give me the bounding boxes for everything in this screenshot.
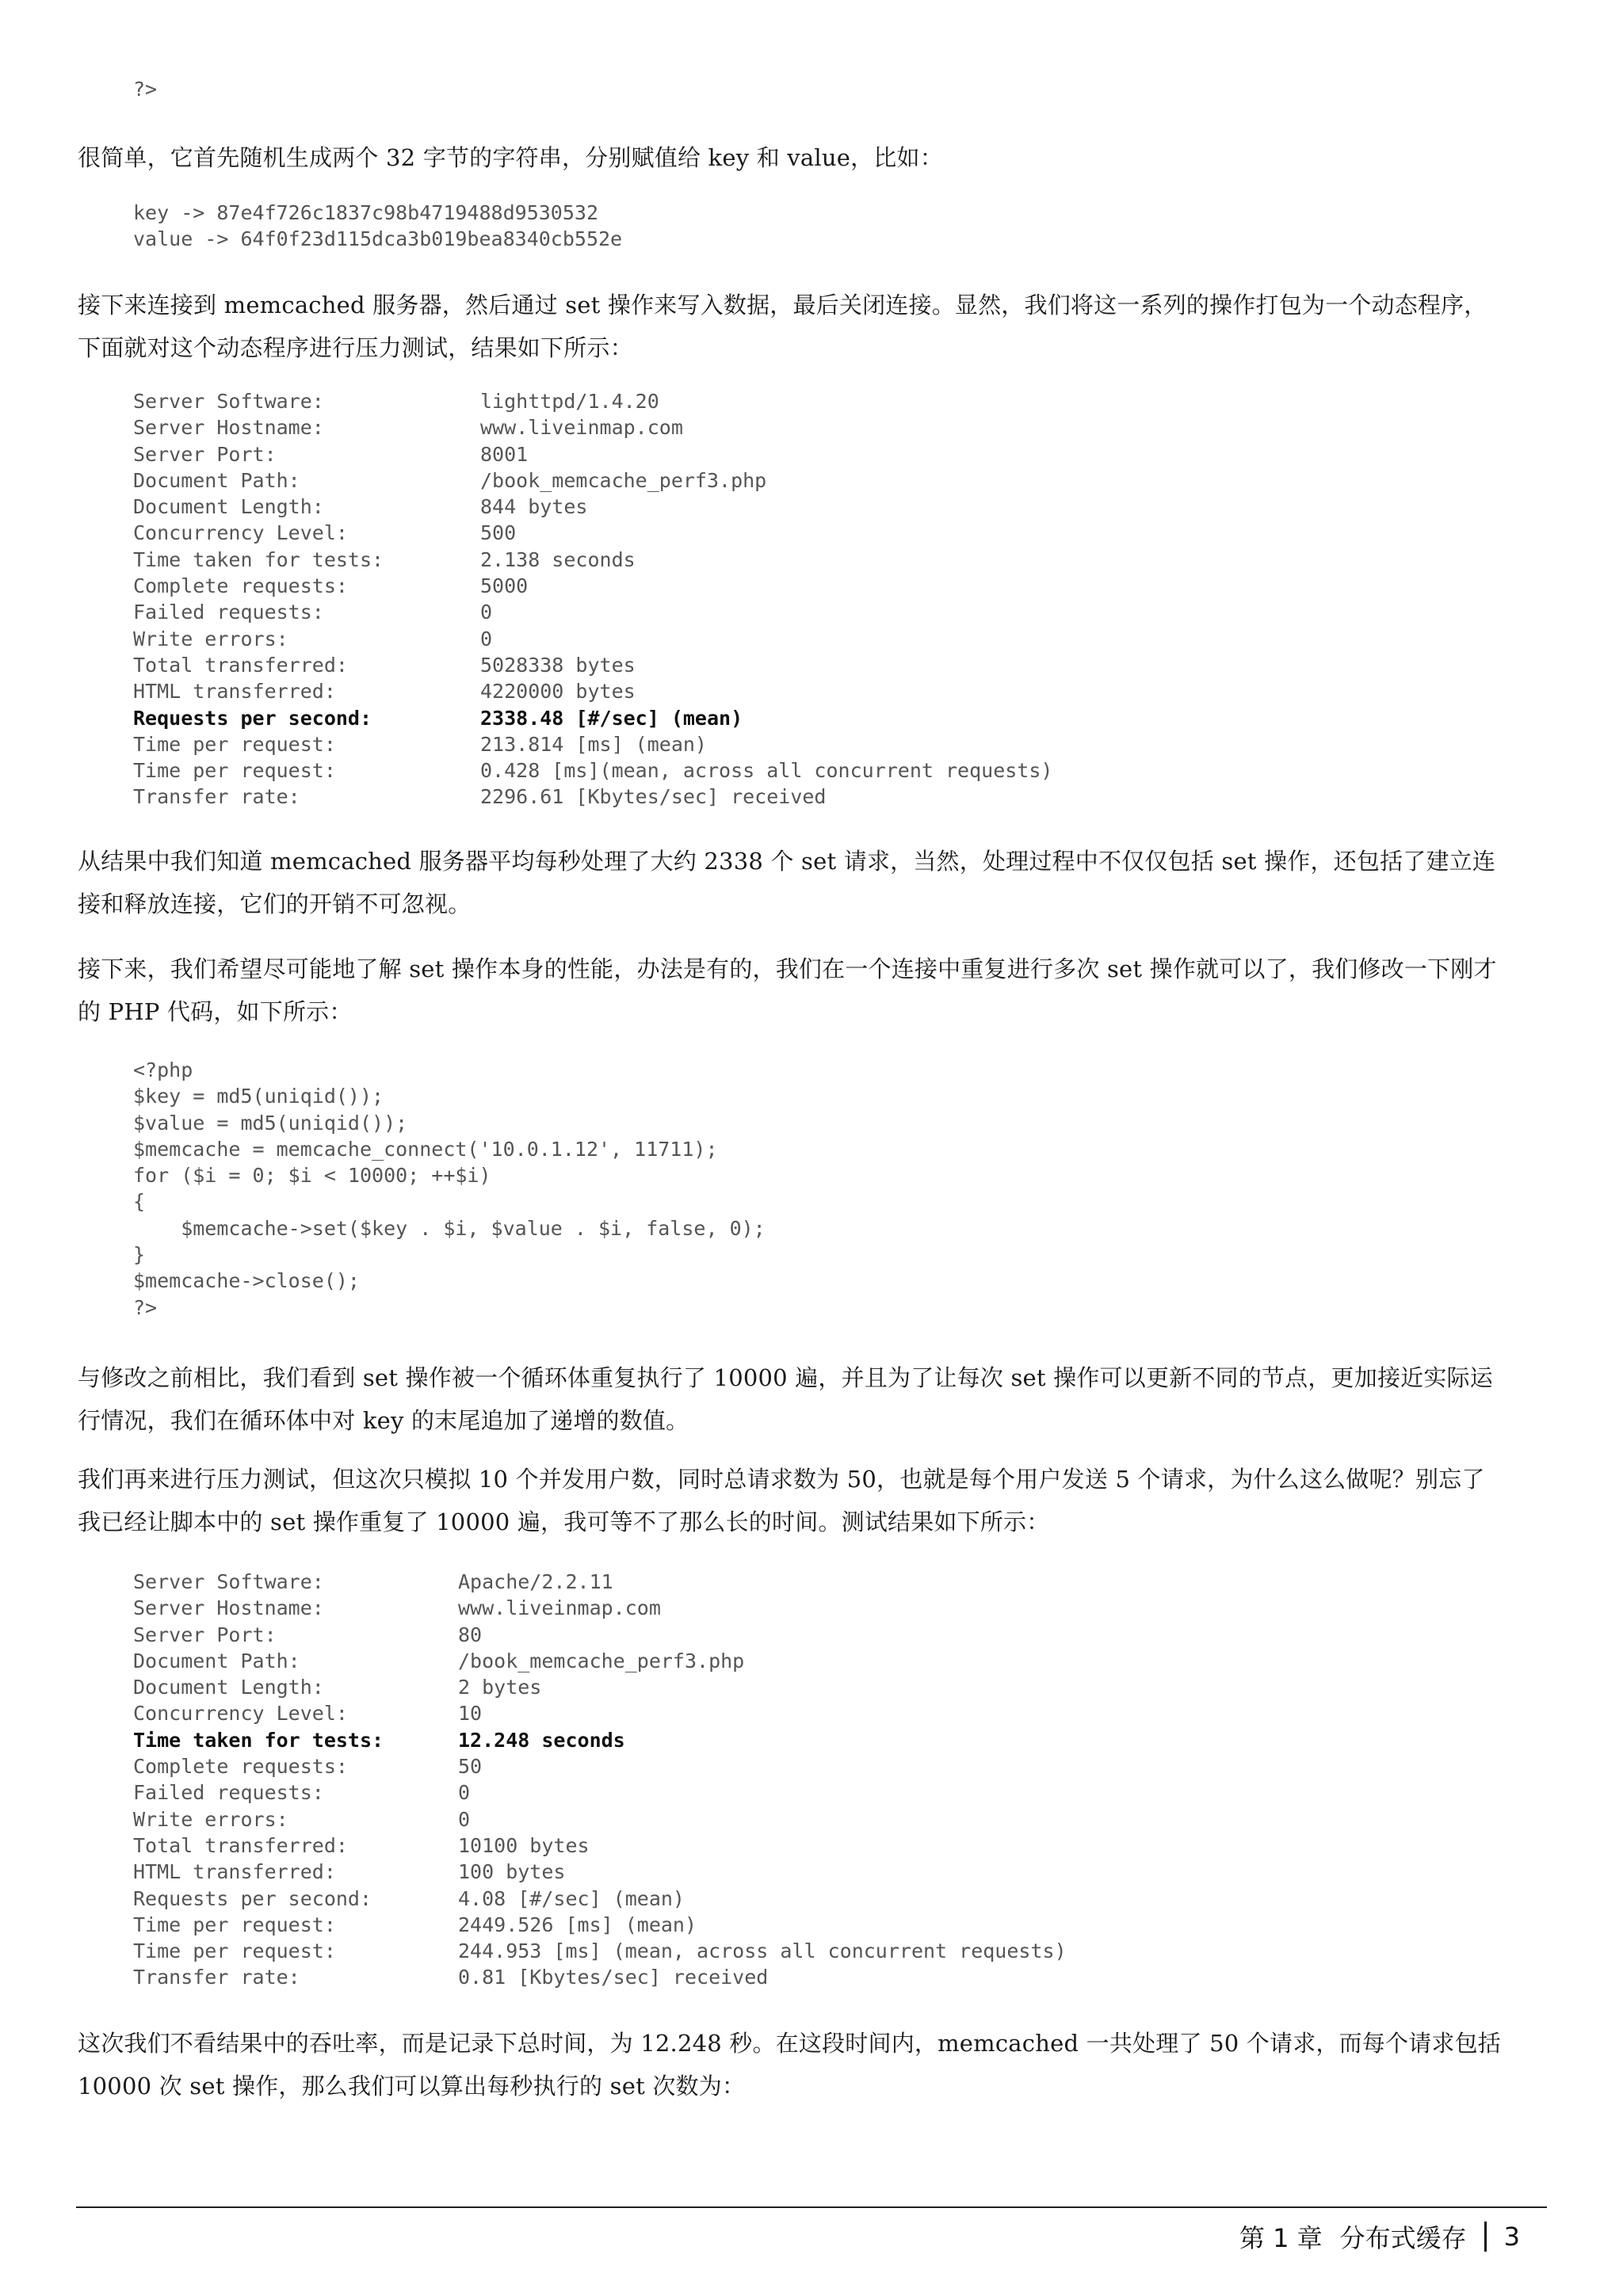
bench2-key: Time taken for tests:	[133, 1728, 384, 1752]
bench1-row	[133, 520, 1052, 546]
bench2-key: Server Software:	[133, 1570, 324, 1593]
bench2-key: Server Hostname:	[133, 1596, 324, 1620]
benchmark-results-2	[133, 1569, 1067, 1991]
bench2-row-highlight	[133, 1727, 1067, 1753]
bench1-value: www.liveinmap.com	[480, 416, 683, 440]
bench2-value: 50	[458, 1755, 483, 1779]
code-line: $memcache = memcache_connect('10.0.1.12', 11711);	[133, 1137, 718, 1161]
bench2-row	[133, 1779, 1067, 1806]
bench1-row	[133, 784, 1052, 810]
paragraph-connect: 接下来连接到 memcached 服务器，然后通过 set 操作来写入数据，最后关闭连接。显然，我们将这一系列的操作打包为一个动态程序，下面就对这个动态程序进行压力测试，结果如下所示：	[78, 292, 1487, 361]
bench1-value: 2338.48 [#/sec] (mean)	[480, 706, 743, 730]
bench2-value: 0	[458, 1807, 471, 1831]
bench1-value: 8001	[480, 442, 529, 466]
bench1-key: Total transferred:	[133, 653, 348, 677]
bench2-row	[133, 1622, 1067, 1648]
bench2-row	[133, 1964, 1067, 1990]
bench1-value: 2.138 seconds	[480, 547, 636, 571]
bench1-row	[133, 388, 1052, 414]
bench1-row	[133, 441, 1052, 467]
bench1-key: Document Length:	[133, 495, 324, 519]
code-line: <?php	[133, 1058, 193, 1081]
code-line: $memcache->set($key . $i, $value . $i, false, 0);	[133, 1216, 766, 1240]
bench1-value: 4220000 bytes	[480, 680, 636, 704]
bench1-row	[133, 678, 1052, 704]
bench1-value: 213.814 [ms] (mean)	[480, 732, 707, 756]
bench1-value: 2296.61 [Kbytes/sec] received	[480, 785, 827, 809]
bench2-row	[133, 1569, 1067, 1595]
bench2-key: Concurrency Level:	[133, 1702, 348, 1726]
bench1-row	[133, 757, 1052, 784]
bench2-row	[133, 1938, 1067, 1964]
bench1-key: Server Hostname:	[133, 416, 324, 440]
bench1-key: Failed requests:	[133, 601, 324, 624]
bench1-value: 500	[480, 521, 517, 545]
bench2-key: Complete requests:	[133, 1755, 348, 1779]
bench2-key: HTML transferred:	[133, 1860, 336, 1884]
bench2-value: 100 bytes	[458, 1860, 566, 1884]
paragraph-set-performance: 接下来，我们希望尽可能地了解 set 操作本身的性能，办法是有的，我们在一个连接中重复进行多次 set 操作就可以了，我们修改一下刚才的 PHP 代码，如下所示：	[78, 955, 1497, 1025]
bench1-key: Time per request:	[133, 732, 336, 756]
footer-page-number: 3	[1503, 2222, 1520, 2252]
bench1-key: Time per request:	[133, 759, 336, 783]
bench1-key: Transfer rate:	[133, 785, 300, 809]
bench2-value: www.liveinmap.com	[458, 1596, 661, 1620]
bench2-value: 0.81 [Kbytes/sec] received	[458, 1966, 769, 1989]
code-line: for ($i = 0; $i < 10000; ++$i)	[133, 1164, 491, 1188]
bench2-row	[133, 1806, 1067, 1833]
bench1-row	[133, 652, 1052, 678]
code-line: $memcache->close();	[133, 1269, 360, 1293]
bench2-row	[133, 1912, 1067, 1938]
bench2-value: Apache/2.2.11	[458, 1570, 613, 1593]
bench2-value: 80	[458, 1623, 483, 1646]
bench2-value: 10	[458, 1702, 483, 1726]
bench1-key: Write errors:	[133, 627, 288, 650]
bench1-key: HTML transferred:	[133, 680, 336, 704]
bench2-key: Document Length:	[133, 1676, 324, 1699]
bench2-key: Time per request:	[133, 1913, 336, 1936]
bench2-key: Server Port:	[133, 1623, 277, 1646]
code-line: }	[133, 1243, 146, 1267]
bench1-key: Server Port:	[133, 442, 277, 466]
bench2-value: 10100 bytes	[458, 1833, 590, 1857]
bench1-row	[133, 599, 1052, 625]
footer-chapter: 第 1 章	[1239, 2223, 1323, 2253]
footer-divider	[76, 2206, 1547, 2208]
bench1-key: Complete requests:	[133, 574, 348, 598]
php-code-block	[133, 1057, 766, 1321]
bench1-value: lighttpd/1.4.20	[480, 390, 659, 413]
bench1-value: 0	[480, 601, 493, 624]
bench2-key: Document Path:	[133, 1649, 300, 1672]
bench1-row-highlight	[133, 705, 1052, 731]
bench1-row	[133, 467, 1052, 494]
bench2-value: 2449.526 [ms] (mean)	[458, 1913, 697, 1936]
bench2-key: Total transferred:	[133, 1833, 348, 1857]
bench2-row	[133, 1648, 1067, 1674]
bench1-row	[133, 414, 1052, 441]
bench1-row	[133, 547, 1052, 573]
paragraph-loop-explanation: 与修改之前相比，我们看到 set 操作被一个循环体重复执行了 10000 遍，并且为了让每次 set 操作可以更新不同的节点，更加接近实际运行情况，我们在循环体中对 key 的末尾追加了递增的数值。	[78, 1364, 1493, 1434]
code-line: ?>	[133, 1295, 158, 1319]
bench1-key: Time taken for tests:	[133, 547, 384, 571]
page-footer	[1239, 2218, 1520, 2255]
paragraph-second-test: 我们再来进行压力测试，但这次只模拟 10 个并发用户数，同时总请求数为 50，也就是每个用户发送 5 个请求，为什么这么做呢？别忘了我已经让脚本中的 set 操作重复了 10000 遍，我可等不了那么长的时间。测试结果如下所示：	[78, 1466, 1485, 1535]
bench2-value: 12.248 seconds	[458, 1728, 625, 1752]
bench1-value: 5028338 bytes	[480, 653, 636, 677]
bench2-value: 4.08 [#/sec] (mean)	[458, 1886, 685, 1910]
paragraph-total-time: 这次我们不看结果中的吞吐率，而是记录下总时间，为 12.248 秒。在这段时间内，memcached 一共处理了 50 个请求，而每个请求包括 10000 次 set 操作，那么我们可以算出每秒执行的 set 次数为：	[78, 2030, 1502, 2100]
bench2-key: Requests per second:	[133, 1886, 372, 1910]
bench2-value: 244.953 [ms] (mean, across all concurrent requests)	[458, 1939, 1067, 1963]
bench1-key: Document Path:	[133, 468, 300, 492]
bench2-key: Write errors:	[133, 1807, 288, 1831]
footer-separator	[1484, 2222, 1487, 2252]
bench2-row	[133, 1886, 1067, 1912]
bench2-key: Transfer rate:	[133, 1966, 300, 1989]
bench1-row	[133, 731, 1052, 757]
benchmark-results-1	[133, 388, 1052, 810]
bench2-row	[133, 1595, 1067, 1621]
bench1-value: 0	[480, 627, 493, 650]
bench2-value: /book_memcache_perf3.php	[458, 1649, 745, 1672]
paragraph-intro: 很简单，它首先随机生成两个 32 字节的字符串，分别赋值给 key 和 value，比如：	[78, 144, 943, 171]
bench1-value: 0.428 [ms](mean, across all concurrent requests)	[480, 759, 1053, 783]
bench2-row	[133, 1753, 1067, 1779]
bench1-value: 5000	[480, 574, 529, 598]
bench1-key: Server Software:	[133, 390, 324, 413]
sample-key-line: key -> 87e4f726c1837c98b4719488d9530532	[133, 201, 598, 224]
bench2-value: 2 bytes	[458, 1676, 542, 1699]
bench1-value: 844 bytes	[480, 495, 588, 519]
bench1-row	[133, 573, 1052, 599]
code-end-tag: ?>	[133, 78, 158, 101]
bench1-key: Requests per second:	[133, 706, 372, 730]
bench2-row	[133, 1700, 1067, 1726]
bench1-key: Concurrency Level:	[133, 521, 348, 545]
bench1-row	[133, 626, 1052, 652]
bench2-row	[133, 1833, 1067, 1859]
footer-chapter-title: 分布式缓存	[1339, 2223, 1467, 2253]
bench2-value: 0	[458, 1781, 471, 1805]
bench2-row	[133, 1674, 1067, 1700]
code-line: $value = md5(uniqid());	[133, 1111, 408, 1135]
sample-value-line: value -> 64f0f23d115dca3b019bea8340cb552e	[133, 227, 623, 251]
bench2-key: Failed requests:	[133, 1781, 324, 1805]
bench2-row	[133, 1859, 1067, 1885]
code-line: {	[133, 1190, 146, 1214]
paragraph-result-analysis: 从结果中我们知道 memcached 服务器平均每秒处理了大约 2338 个 set 请求，当然，处理过程中不仅仅包括 set 操作，还包括了建立连接和释放连接，它们的开销不可忽视。	[78, 848, 1496, 917]
sample-key-value-block	[133, 200, 622, 253]
bench1-row	[133, 494, 1052, 520]
code-line: $key = md5(uniqid());	[133, 1085, 384, 1108]
bench1-value: /book_memcache_perf3.php	[480, 468, 767, 492]
bench2-key: Time per request:	[133, 1939, 336, 1963]
